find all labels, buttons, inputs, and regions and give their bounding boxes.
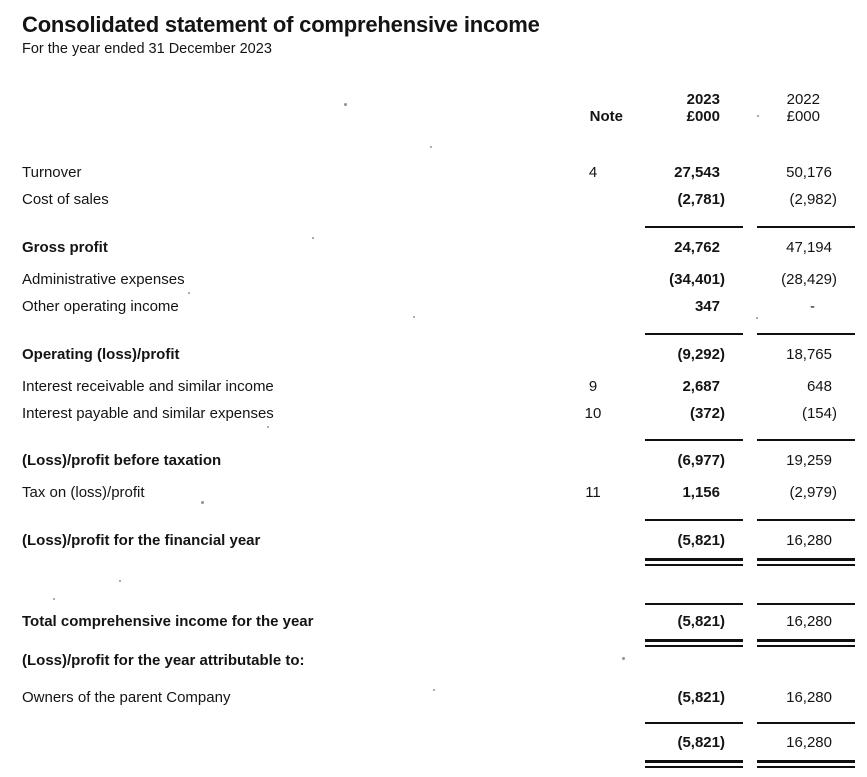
row-value-2023: 347 xyxy=(694,298,720,315)
double-rule xyxy=(0,558,867,566)
row-label: Operating (loss)/profit xyxy=(22,346,180,363)
row-value-2022: 50,176 xyxy=(786,164,832,181)
double-rule xyxy=(0,639,867,647)
scan-speck xyxy=(119,580,121,582)
page-subtitle: For the year ended 31 December 2023 xyxy=(22,41,272,57)
row-label: (Loss)/profit before taxation xyxy=(22,452,222,469)
scan-speck xyxy=(312,237,314,239)
row-value-2023: (2,781 ) xyxy=(677,191,725,208)
row-gross-profit xyxy=(0,234,867,261)
column-header-unit-2023: £000 xyxy=(686,108,720,125)
row-value-2022: 47,194 xyxy=(786,239,832,256)
row-label: Cost of sales xyxy=(22,191,109,208)
row-value-2023: (5,821 ) xyxy=(677,734,725,751)
scan-speck xyxy=(267,426,269,428)
row-value-2023: (5,821 ) xyxy=(677,532,725,549)
scan-speck xyxy=(757,115,759,117)
row-cost-of-sales xyxy=(0,186,867,213)
row-label: Total comprehensive income for the year xyxy=(22,613,314,630)
row-interest-receivable xyxy=(0,373,867,400)
row-note: 11 xyxy=(585,484,601,501)
row-loss-for-financial-year xyxy=(0,527,867,554)
single-rule xyxy=(0,603,867,605)
row-operating-loss-profit xyxy=(0,341,867,368)
row-value-2022: 16,280 xyxy=(786,613,832,630)
row-value-2022: (154 ) xyxy=(801,405,837,422)
row-value-2022: 648 xyxy=(806,378,832,395)
row-value-2022: (28,429 ) xyxy=(781,271,837,288)
row-value-2023: 27,543 xyxy=(674,164,720,181)
row-value-2022: - xyxy=(810,298,815,315)
row-value-2023: (6,977 ) xyxy=(677,452,725,469)
row-label: Interest receivable and similar income xyxy=(22,378,274,395)
scan-speck xyxy=(188,292,190,294)
row-value-2022: 16,280 xyxy=(786,532,832,549)
scan-speck xyxy=(433,689,435,691)
column-header-units xyxy=(0,108,867,125)
row-turnover xyxy=(0,159,867,186)
row-value-2022: 19,259 xyxy=(786,452,832,469)
scan-speck xyxy=(344,103,347,106)
scan-speck xyxy=(622,657,625,660)
column-header-years xyxy=(0,91,867,108)
row-value-2022: 16,280 xyxy=(786,689,832,706)
single-rule xyxy=(0,226,867,228)
scan-speck xyxy=(201,501,204,504)
row-tax-on-loss-profit xyxy=(0,479,867,506)
column-header-note: Note xyxy=(589,108,623,125)
scan-speck xyxy=(413,316,415,318)
row-label: Owners of the parent Company xyxy=(22,689,231,706)
single-rule xyxy=(0,333,867,335)
row-note: 4 xyxy=(588,164,598,181)
row-value-2023: (9,292 ) xyxy=(677,346,725,363)
scan-speck xyxy=(430,146,432,148)
row-label: Interest payable and similar expenses xyxy=(22,405,274,422)
row-label: Tax on (loss)/profit xyxy=(22,484,145,501)
row-interest-payable xyxy=(0,400,867,427)
double-rule xyxy=(0,760,867,768)
row-label: (Loss)/profit for the year attributable to: xyxy=(22,652,305,669)
single-rule xyxy=(0,722,867,724)
row-label: (Loss)/profit for the financial year xyxy=(22,532,261,549)
row-value-2022: (2,979 ) xyxy=(789,484,837,501)
page-title: Consolidated statement of comprehensive income xyxy=(22,12,540,37)
column-header-2023: 2023 xyxy=(686,91,720,108)
row-label: Administrative expenses xyxy=(22,271,185,288)
row-value-2022: 18,765 xyxy=(786,346,832,363)
row-value-2023: (34,401 ) xyxy=(669,271,725,288)
row-label: Gross profit xyxy=(22,239,108,256)
scan-speck xyxy=(53,598,55,600)
row-other-operating-income xyxy=(0,293,867,320)
single-rule xyxy=(0,439,867,441)
row-administrative-expenses xyxy=(0,266,867,293)
row-note: 10 xyxy=(584,405,602,422)
row-label: Turnover xyxy=(22,164,82,181)
row-total-comprehensive-income xyxy=(0,608,867,635)
column-header-2022: 2022 xyxy=(786,91,820,108)
scan-speck xyxy=(756,317,758,319)
row-note: 9 xyxy=(588,378,598,395)
row-loss-before-taxation xyxy=(0,447,867,474)
row-value-2023: 2,687 xyxy=(682,378,720,395)
row-value-2023: 1,156 xyxy=(682,484,720,501)
row-value-2023: (5,821 ) xyxy=(677,689,725,706)
row-attributable-total xyxy=(0,729,867,756)
single-rule xyxy=(0,519,867,521)
row-value-2022: 16,280 xyxy=(786,734,832,751)
row-attributable-heading xyxy=(0,647,867,674)
column-header-unit-2022: £000 xyxy=(786,108,820,125)
row-value-2022: (2,982 ) xyxy=(789,191,837,208)
row-value-2023: (5,821 ) xyxy=(677,613,725,630)
row-value-2023: 24,762 xyxy=(674,239,720,256)
row-label: Other operating income xyxy=(22,298,179,315)
row-value-2023: (372 ) xyxy=(689,405,725,422)
